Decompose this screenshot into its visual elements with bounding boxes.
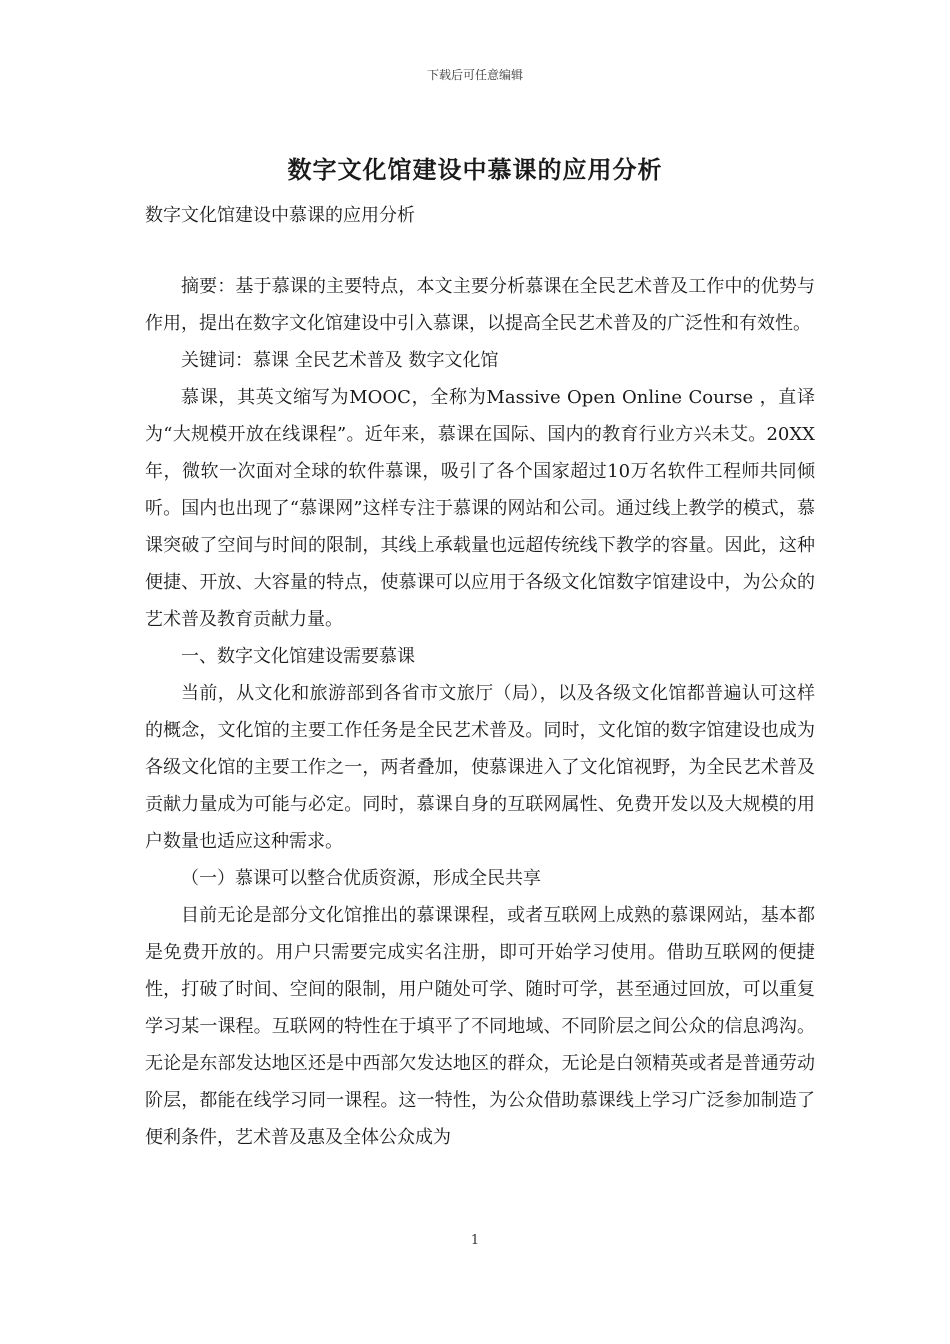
- page-header: 下载后可任意编辑: [426, 68, 523, 82]
- section-paragraph: 当前，从文化和旅游部到各省市文旅厅（局），以及各级文化馆都普遍认可这样的概念，文化馆的主要工作任务是全民艺术普及。同时，文化馆的数字馆建设也成为各级文化馆的主要工作之一，两者叠加，使慕课进入了文化馆视野，为全民艺术普及贡献力量成为可能与必定。同时，慕课自身的互联网属性、免费开发以及大规模的用户数量也适应这种需求。: [145, 683, 815, 852]
- intro-paragraph: 慕课，其英文缩写为MOOC，全称为Massive Open Online Course ，直译为“大规模开放在线课程”。近年来，慕课在国际、国内的教育行业方兴未艾。20XX年，微软一次面对全球的软件慕课，吸引了各个国家超过10万名软件工程师共同倾听。国内也出现了“慕课网”这样专注于慕课的网站和公司。通过线上教学的模式，慕课突破了空间与时间的限制，其线上承载量也远超传统线下教学的容量。因此，这种便捷、开放、大容量的特点，使慕课可以应用于各级文化馆数字馆建设中，为公众的艺术普及教育贡献力量。: [145, 387, 815, 630]
- document-body: [145, 268, 815, 1156]
- subsection-paragraph: 目前无论是部分文化馆推出的慕课课程，或者互联网上成熟的慕课网站，基本都是免费开放的。用户只需要完成实名注册，即可开始学习使用。借助互联网的便捷性，打破了时间、空间的限制，用户随处可学、随时可学，甚至通过回放，可以重复学习某一课程。互联网的特性在于填平了不同地域、不同阶层之间公众的信息鸿沟。无论是东部发达地区还是中西部欠发达地区的群众，无论是白领精英或者是普通劳动阶层，都能在线学习同一课程。这一特性，为公众借助慕课线上学习广泛参加制造了便利条件，艺术普及惠及全体公众成为: [145, 905, 815, 1148]
- abstract-paragraph: 摘要：基于慕课的主要特点，本文主要分析慕课在全民艺术普及工作中的优势与作用，提出在数字文化馆建设中引入慕课，以提高全民艺术普及的广泛性和有效性。: [145, 276, 815, 334]
- document-subtitle: 数字文化馆建设中慕课的应用分析: [145, 205, 415, 226]
- keywords-paragraph: 关键词：慕课 全民艺术普及 数字文化馆: [181, 350, 499, 371]
- page-number: 1: [470, 1233, 480, 1248]
- section-heading: 一、数字文化馆建设需要慕课: [181, 646, 415, 667]
- subsection-heading: （一）慕课可以整合优质资源，形成全民共享: [181, 868, 541, 889]
- document-title: 数字文化馆建设中慕课的应用分析: [287, 156, 663, 184]
